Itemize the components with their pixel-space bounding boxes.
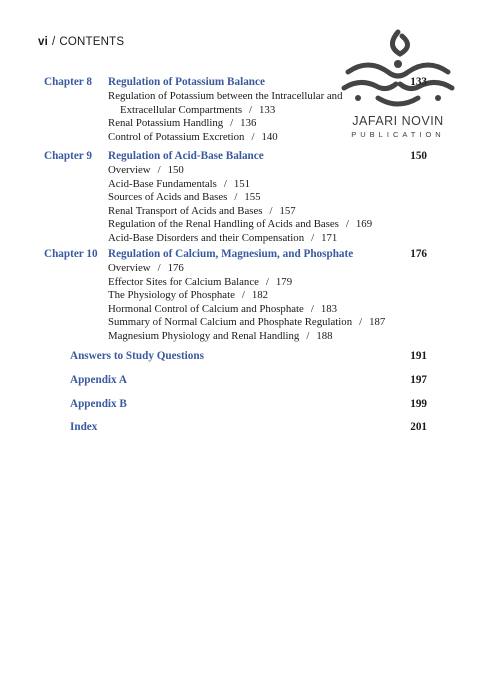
chapter-entries	[108, 262, 438, 344]
watermark-brand: JAFARI NOVIN	[352, 114, 444, 128]
toc-entry[interactable]: Sources of Acids and Bases / 155	[108, 191, 261, 204]
toc-entry[interactable]: Extracellular Compartments / 133	[120, 103, 276, 116]
back-matter-index[interactable]	[70, 421, 430, 433]
chapter-page: 150	[410, 150, 427, 162]
back-matter-title: Answers to Study Questions	[70, 350, 204, 362]
back-matter-title: Appendix A	[70, 374, 127, 386]
toc-entry[interactable]: Control of Potassium Excretion / 140	[108, 130, 278, 143]
toc-entry[interactable]: Acid-Base Disorders and their Compensation / 171	[108, 231, 338, 244]
chapter-number: Chapter 9	[44, 150, 92, 162]
chapter-entries	[108, 164, 438, 246]
toc-entry[interactable]: Acid-Base Fundamentals / 151	[108, 177, 251, 190]
back-matter-page: 201	[410, 421, 427, 433]
toc-entry[interactable]: The Physiology of Phosphate / 182	[108, 289, 269, 302]
toc-entry[interactable]: Summary of Normal Calcium and Phosphate Regulation / 187	[108, 316, 386, 329]
toc-entry[interactable]: Magnesium Physiology and Renal Handling / 188	[108, 329, 333, 342]
back-matter-title: Appendix B	[70, 398, 127, 410]
toc-entry[interactable]: Effector Sites for Calcium Balance / 179	[108, 275, 293, 288]
back-matter-page: 199	[410, 398, 427, 410]
toc-entry[interactable]: Overview / 150	[108, 164, 184, 176]
back-matter-page: 191	[410, 350, 427, 362]
back-matter-title: Index	[70, 421, 98, 433]
header-separator: /	[52, 36, 56, 48]
watermark-subtitle: PUBLICATION	[351, 130, 445, 139]
chapter-title[interactable]: Regulation of Acid-Base Balance	[108, 150, 264, 162]
chapter-page: 176	[410, 248, 427, 260]
section-title: CONTENTS	[59, 36, 125, 48]
publisher-watermark	[338, 28, 458, 138]
toc-entry[interactable]: Renal Transport of Acids and Bases / 157	[108, 204, 296, 217]
chapter-number: Chapter 10	[44, 248, 98, 260]
toc-entry[interactable]: Hormonal Control of Calcium and Phosphate / 183	[108, 302, 338, 315]
toc-entry[interactable]: Renal Potassium Handling / 136	[108, 117, 257, 130]
chapter-page: 133	[410, 76, 427, 88]
ornament-logo-icon	[338, 28, 458, 114]
chapter-title[interactable]: Regulation of Potassium Balance	[108, 76, 265, 88]
back-matter-appendix-b[interactable]	[70, 398, 430, 410]
back-matter-answers[interactable]	[70, 350, 430, 362]
toc-entry[interactable]: Overview / 176	[108, 262, 184, 274]
back-matter-appendix-a[interactable]	[70, 374, 430, 386]
page-number: vi	[38, 36, 48, 48]
chapter-number: Chapter 8	[44, 76, 92, 88]
back-matter-page: 197	[410, 374, 427, 386]
chapter-title[interactable]: Regulation of Calcium, Magnesium, and Phosphate	[108, 248, 354, 260]
page-header	[38, 36, 124, 48]
toc-entry[interactable]: Regulation of the Renal Handling of Acids and Bases / 169	[108, 218, 373, 231]
toc-entry[interactable]: Regulation of Potassium between the Intracellular and	[108, 90, 343, 102]
